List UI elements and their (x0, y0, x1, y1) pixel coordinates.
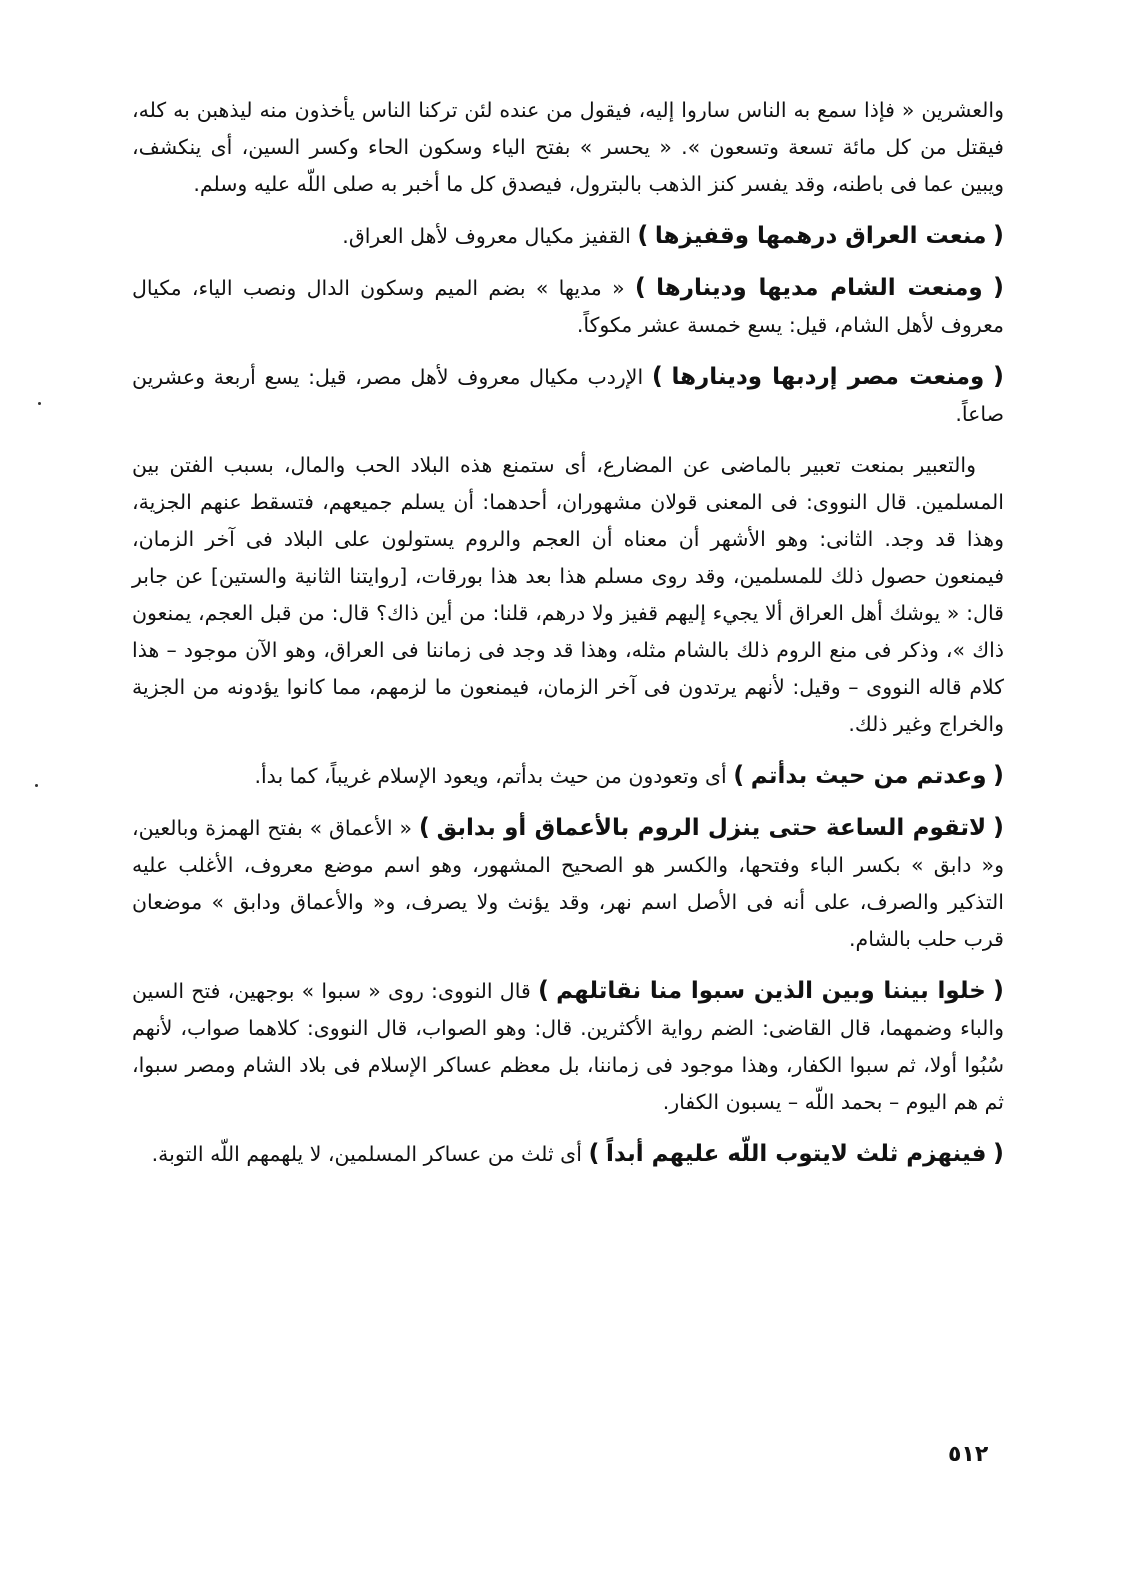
paragraph-text: والتعبير بمنعت تعبير بالماضى عن المضارع، أى ستمنع هذه البلاد الحب والمال، بسبب الفتن بين المسلمين. قال النووى: فى المعنى قولان مشهوران، أحدهما: أن يسلم جميعهم، فتسقط عنهم الجزية، وهذا قد وجد. الثانى: وهو الأشهر أن معناه أن العجم والروم يستولون على البلاد فى آخر الزمان، فيمنعون حصول ذلك للمسلمين، وقد روى مسلم هذا بعد هذا بورقات، [روايتنا الثانية والستين] عن جابر قال: « يوشك أهل العراق ألا يجيء إليهم قفيز ولا درهم، قلنا: من أين ذاك؟ قال: من قبل العجم، يمنعون ذاك »، وذكر فى منع الروم ذلك بالشام مثله، وهذا قد وجد فى زماننا فى العراق، وهو الآن موجود – هذا كلام قاله النووى – وقيل: لأنهم يرتدون فى آخر الزمان، فيمنعون ما لزمهم، مما كانوا يؤدونه من الجزية والخراج وغير ذلك. (132, 453, 1004, 736)
paragraph-text: أى ثلث من عساكر المسلمين، لا يلهمهم اللّه التوبة. (151, 1142, 582, 1166)
open-paren: ( (992, 976, 1004, 1004)
paragraph-amaq-dabiq (132, 809, 1004, 958)
close-paren: ) (588, 1139, 600, 1167)
scan-speck (38, 402, 41, 405)
close-paren: ) (537, 976, 549, 1004)
paragraph-text: « مديها » بضم الميم وسكون الدال ونصب الياء، مكيال معروف لأهل الشام، قيل: يسع خمسة عشر مكوكاً. (132, 276, 1004, 337)
close-paren: ) (733, 761, 745, 789)
scan-speck (35, 784, 38, 787)
open-paren: ( (992, 362, 1004, 390)
open-paren: ( (993, 1139, 1004, 1167)
hadith-phrase: وعدتم من حيث بدأتم (750, 763, 987, 789)
hadith-phrase: خلوا بيننا وبين الذين سبوا منا نقاتلهم (556, 978, 986, 1004)
hadith-phrase: ومنعت مصر إردبها ودينارها (671, 364, 985, 390)
hadith-phrase: منعت العراق درهمها وقفيزها (654, 223, 987, 249)
paragraph-commentary (132, 447, 1004, 743)
paragraph-text: أى وتعودون من حيث بدأتم، ويعود الإسلام غريباً، كما بدأ. (254, 764, 727, 788)
hadith-phrase: فينهزم ثلث لايتوب اللّه عليهم أبداً (605, 1141, 987, 1167)
paragraph-return (132, 757, 1004, 795)
paragraph-text: « الأعماق » بفتح الهمزة وبالعين، و« دابق » بكسر الباء وفتحها، والكسر هو الصحيح المشهور، وهو اسم موضع معروف، الأغلب عليه التذكير والصرف، على أنه فى الأصل اسم نهر، وقد يؤنث ولا يصرف، و« والأعماق ودابق » موضعان قرب حلب بالشام. (132, 816, 1004, 951)
open-paren: ( (993, 221, 1004, 249)
hadith-phrase: لاتقوم الساعة حتى ينزل الروم بالأعماق أو بدابق (436, 815, 987, 841)
paragraph-text: والعشرين « فإذا سمع به الناس ساروا إليه، فيقول من عنده لئن تركنا الناس يأخذون منه ليذهبن به كله، فيقتل من كل مائة تسعة وتسعون ». « يحسر » بفتح الياء وسكون الحاء وكسر السين، أى ينكشف، ويبين عما فى باطنه، وقد يفسر كنز الذهب بالبترول، فيصدق كل ما أخبر به صلى اللّه عليه وسلم. (132, 98, 1004, 196)
close-paren: ) (418, 813, 430, 841)
close-paren: ) (651, 362, 663, 390)
paragraph-third (132, 1135, 1004, 1173)
page-body (132, 92, 1004, 1187)
hadith-phrase: ومنعت الشام مديها ودينارها (656, 275, 983, 301)
open-paren: ( (992, 273, 1004, 301)
paragraph-sabaw (132, 972, 1004, 1121)
paragraph-text: الإردب مكيال معروف لأهل مصر، قيل: يسع أربعة وعشرين صاعاً. (132, 365, 1004, 426)
paragraph-hadith-continuation (132, 92, 1004, 203)
paragraph-iraq (132, 217, 1004, 255)
open-paren: ( (993, 761, 1004, 789)
close-paren: ) (637, 221, 649, 249)
paragraph-text: قال النووى: روى « سبوا » بوجهين، فتح السين والباء وضمهما، قال القاضى: الضم رواية الأكثرين. قال: وهو الصواب، قال النووى: كلاهما صواب، لأنهم سُبُوا أولا، ثم سبوا الكفار، وهذا موجود فى زماننا، بل معظم عساكر الإسلام فى بلاد الشام ومصر سبوا، ثم هم اليوم – بحمد اللّه – يسبون الكفار. (132, 979, 1004, 1114)
close-paren: ) (634, 273, 646, 301)
page-number: ٥١٢ (948, 1442, 989, 1467)
paragraph-egypt (132, 358, 1004, 433)
open-paren: ( (993, 813, 1004, 841)
paragraph-sham (132, 269, 1004, 344)
paragraph-text: القفيز مكيال معروف لأهل العراق. (342, 224, 631, 248)
